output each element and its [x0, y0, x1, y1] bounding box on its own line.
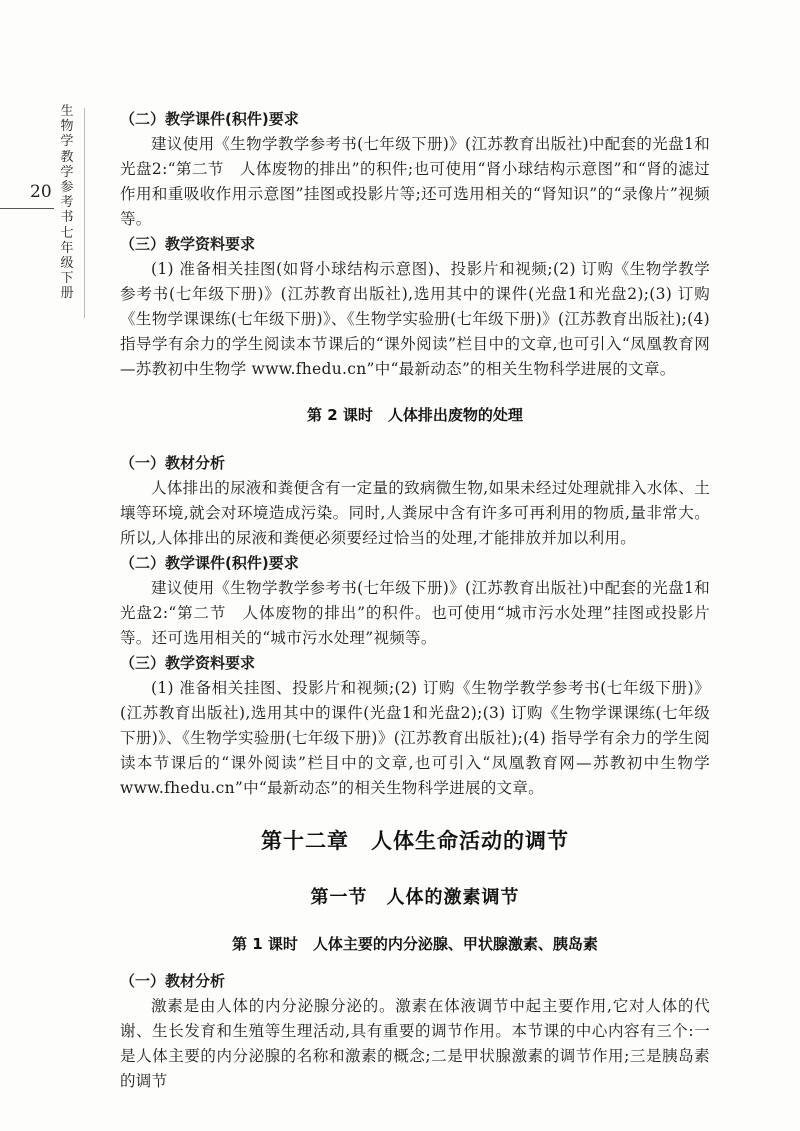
paragraph-courseware-2: 建议使用《生物学教学参考书(七年级下册)》(江苏教育出版社)中配套的光盘1和光盘2:“第二节 人体废物的排出”的积件。也可使用“城市污水处理”挂图或投影片等。还可选用相关的“城市污水处理”视频等。 [120, 579, 710, 647]
paragraph-materials: (1) 准备相关挂图(如肾小球结构示意图)、投影片和视频;(2) 订购《生物学教学参考书(七年级下册)》(江苏教育出版社),选用其中的课件(光盘1和光盘2);(3) 订购《生物学课课练(七年级下册)》、《生物学实验册(七年级下册)》(江苏教育出版社);(4) 指导学有余力的学生阅读本节课后的“课外阅读”栏目中的文章,也可引入“凤凰教育网—苏教初中生物学 www.fhedu.cn”中“最新动态”的相关生物科学进展的文章。 [120, 260, 710, 378]
heading-materials-requirements: （三）教学资料要求 [120, 235, 256, 253]
page-number: 20 [30, 182, 52, 202]
paragraph-textbook-analysis: 人体排出的尿液和粪便含有一定量的致病微生物,如果未经过处理就排入水体、土壤等环境,就会对环境造成污染。同时,人粪尿中含有许多可再利用的物质,量非常大。所以,人体排出的尿液和粪便必须要经过恰当的处理,才能排放并加以利用。 [120, 479, 710, 547]
paragraph-materials-2: (1) 准备相关挂图、投影片和视频;(2) 订购《生物学教学参考书(七年级下册)》(江苏教育出版社),选用其中的课件(光盘1和光盘2);(3) 订购《生物学课课练(七年级下册)》、《生物学实验册(七年级下册)》(江苏教育出版社);(4) 指导学有余力的学生阅读本节课后的“课外阅读”栏目中的文章,也可引入“凤凰教育网—苏教初中生物学 www.fhedu.cn”中“最新动态”的相关生物科学进展的文章。 [120, 679, 710, 797]
heading-courseware-requirements: （二）教学课件(积件)要求 [120, 110, 299, 128]
lesson-1-title: 第 1 课时 人体主要的内分泌腺、甲状腺激素、胰岛素 [232, 935, 598, 953]
paragraph-hormone-intro: 激素是由人体的内分泌腺分泌的。激素在体液调节中起主要作用,它对人体的代谢、生长发育和生殖等生理活动,具有重要的调节作用。本节课的中心内容有三个:一是人体主要的内分泌腺的名称和激素的概念;二是甲状腺激素的调节作用;三是胰岛素的调节 [120, 997, 710, 1090]
lesson-2-title: 第 2 课时 人体排出废物的处理 [307, 406, 523, 424]
paragraph-courseware: 建议使用《生物学教学参考书(七年级下册)》(江苏教育出版社)中配套的光盘1和光盘2:“第二节 人体废物的排出”的积件;也可使用“肾小球结构示意图”和“肾的滤过作用和重吸收作用示意图”挂图或投影片等;还可选用相关的“肾知识”的“录像片”视频等。 [120, 135, 710, 228]
chapter-title: 第十二章 人体生命活动的调节 [261, 829, 569, 853]
heading-materials-requirements-2: （三）教学资料要求 [120, 654, 256, 672]
margin-divider [84, 108, 85, 318]
heading-textbook-analysis: （一）教材分析 [120, 454, 226, 472]
section-title: 第一节 人体的激素调节 [310, 887, 520, 908]
heading-courseware-requirements-2: （二）教学课件(积件)要求 [120, 554, 299, 572]
heading-textbook-analysis-3: （一）教材分析 [120, 972, 226, 990]
series-title-vertical: 生物学教学参考书七年级下册 [60, 104, 74, 302]
page-content [120, 107, 710, 1094]
margin-rule [0, 208, 54, 209]
